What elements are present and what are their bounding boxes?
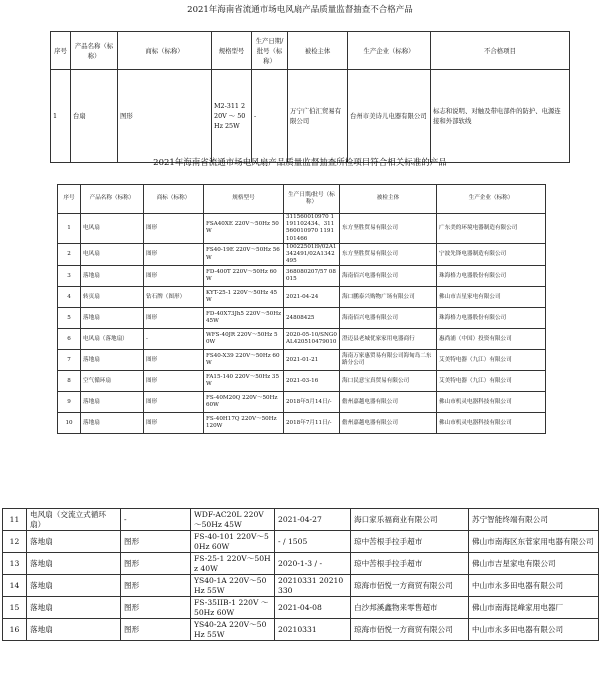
table-cell: 2 bbox=[58, 243, 81, 266]
table-cell: 琼海市佰悦一方商贸有限公司 bbox=[351, 619, 469, 641]
table-cell: 落地扇 bbox=[81, 350, 144, 371]
table-cell: 广东美的环境电器制造有限公司 bbox=[437, 214, 546, 244]
table-row bbox=[58, 392, 546, 413]
column-header: 商标（标称） bbox=[118, 32, 212, 70]
table-cell: 空气循环扇 bbox=[81, 371, 144, 392]
table-cell: FS40-X39 220V～50Hz 60W bbox=[204, 350, 284, 371]
table-cell: WDF-AC20L 220V～50Hz 45W bbox=[191, 509, 275, 531]
table-cell: 2021-04-24 bbox=[284, 287, 340, 308]
table-cell: FA15-140 220V～50Hz 35W bbox=[204, 371, 284, 392]
header-row bbox=[51, 32, 570, 70]
table-cell: 珠海格力电器股份有限公司 bbox=[437, 266, 546, 287]
qualified-table bbox=[57, 184, 546, 434]
table-cell: 13 bbox=[3, 553, 27, 575]
unqualified-table bbox=[50, 31, 570, 163]
table-cell: FS40-19E 220V～50Hz 56W bbox=[204, 243, 284, 266]
table-cell: 海口民意宝真贸易有限公司 bbox=[340, 371, 437, 392]
table-cell: 2021-04-27 bbox=[275, 509, 351, 531]
column-header: 生产企业（标称） bbox=[437, 185, 546, 214]
table-cell: 图形 bbox=[144, 214, 204, 244]
table-cell: 落地扇 bbox=[81, 413, 144, 434]
table-cell: 艾美特电器（九江）有限公司 bbox=[437, 350, 546, 371]
table-cell: 电风扇（落地扇） bbox=[81, 329, 144, 350]
table-cell: 3 bbox=[58, 266, 81, 287]
column-header: 序号 bbox=[51, 32, 71, 70]
table-row bbox=[58, 287, 546, 308]
table-row bbox=[58, 308, 546, 329]
table-row bbox=[3, 619, 599, 641]
table-cell: 9 bbox=[58, 392, 81, 413]
header-row bbox=[58, 185, 546, 214]
table-cell: 海口家乐福商业有限公司 bbox=[351, 509, 469, 531]
title-qualified: 2021年海南省流通市场电风扇产品质量监督抽查所检项目符合相关标准的产品 bbox=[153, 158, 447, 168]
table-cell: 落地扇 bbox=[27, 575, 121, 597]
table-cell: 2021-04-08 bbox=[275, 597, 351, 619]
table-row bbox=[58, 266, 546, 287]
table-cell: 台扇 bbox=[71, 70, 118, 163]
table-cell: 白沙邦溪鑫物来零售超市 bbox=[351, 597, 469, 619]
table-cell: 佛山市南海昆峰家用电器厂 bbox=[469, 597, 599, 619]
table-row bbox=[51, 70, 570, 163]
table-cell: 澄迈县老城优家家用电器商行 bbox=[340, 329, 437, 350]
table-cell: FSA40XE 220V～50Hz 50W bbox=[204, 214, 284, 244]
table-cell: 琼中苦根手拉手超市 bbox=[351, 553, 469, 575]
table-cell: 中山市永多田电器有限公司 bbox=[469, 619, 599, 641]
table-cell: 佛山市吉星家电有限公司 bbox=[437, 287, 546, 308]
table-cell: FS-40M20Q 220V～50Hz 60W bbox=[204, 392, 284, 413]
table-cell: 佛山市机灵电器科技有限公司 bbox=[437, 413, 546, 434]
table-cell: 5 bbox=[58, 308, 81, 329]
table-cell: 惠尚浦（中国）投资有限公司 bbox=[437, 329, 546, 350]
column-header: 不合格项目 bbox=[431, 32, 570, 70]
table-cell: 4 bbox=[58, 287, 81, 308]
table-row bbox=[3, 531, 599, 553]
table-cell: 图形 bbox=[121, 597, 191, 619]
table-cell: 东方坚胜贸易有限公司 bbox=[340, 243, 437, 266]
table-cell: 宁波先锋电器制造有限公司 bbox=[437, 243, 546, 266]
table-cell: 转页扇 bbox=[81, 287, 144, 308]
table-cell: 2020-1-3 / - bbox=[275, 553, 351, 575]
table-cell: 佛山市机灵电器科技有限公司 bbox=[437, 392, 546, 413]
table-cell: - bbox=[252, 70, 288, 163]
table-cell: 佛山市吉星家电有限公司 bbox=[469, 553, 599, 575]
column-header: 商标（标称） bbox=[144, 185, 204, 214]
table-cell: 11 bbox=[3, 509, 27, 531]
table-cell: 落地扇 bbox=[81, 266, 144, 287]
table-cell: 落地扇 bbox=[81, 392, 144, 413]
table-cell: 落地扇 bbox=[27, 553, 121, 575]
table-cell: 珠海格力电器股份有限公司 bbox=[437, 308, 546, 329]
table-cell: - bbox=[144, 329, 204, 350]
table-row bbox=[3, 509, 599, 531]
qualified-table-continued bbox=[2, 508, 599, 641]
column-header: 序号 bbox=[58, 185, 81, 214]
table-row bbox=[3, 575, 599, 597]
table-cell: 图形 bbox=[144, 243, 204, 266]
table-cell: 佛山市南海区东菅家用电器有限公司 bbox=[469, 531, 599, 553]
table-cell: 2021-01-21 bbox=[284, 350, 340, 371]
table-row bbox=[3, 553, 599, 575]
table-cell: 钻石牌（图形） bbox=[144, 287, 204, 308]
table-cell: 台州市美诗儿电器有限公司 bbox=[348, 70, 431, 163]
table-cell: 2018年5月14日/- bbox=[284, 392, 340, 413]
table-cell: 20210331 20210330 bbox=[275, 575, 351, 597]
table-cell: 琼中苦根手拉手超市 bbox=[351, 531, 469, 553]
table-cell: 东方坚胜贸易有限公司 bbox=[340, 214, 437, 244]
table-cell: 儋州嘉越电器有限公司 bbox=[340, 392, 437, 413]
table-cell: 10 bbox=[58, 413, 81, 434]
table-cell: - / 1505 bbox=[275, 531, 351, 553]
table-cell: 落地扇 bbox=[81, 308, 144, 329]
table-cell: 16 bbox=[3, 619, 27, 641]
title-unqualified: 2021年海南省流通市场电风扇产品质量监督抽查不合格产品 bbox=[187, 5, 413, 15]
table-cell: 标志和说明、对触及带电部件的防护、电源连接和外部软线 bbox=[431, 70, 570, 163]
column-header: 生产企业（标称） bbox=[348, 32, 431, 70]
table-cell: WFS-40JR 220V～50Hz 50W bbox=[204, 329, 284, 350]
table-cell: 24808425 bbox=[284, 308, 340, 329]
table-row bbox=[58, 350, 546, 371]
table-cell: FS-40H17Q 220V～50Hz 120W bbox=[204, 413, 284, 434]
table-row bbox=[58, 243, 546, 266]
column-header: 产品名称（标称） bbox=[71, 32, 118, 70]
table-cell: 落地扇 bbox=[27, 619, 121, 641]
table-cell: 儋州嘉越电器有限公司 bbox=[340, 413, 437, 434]
table-cell: 10022501l9/02A1342491/02A1342495 bbox=[284, 243, 340, 266]
table-cell: 海南佰兴电器有限公司 bbox=[340, 308, 437, 329]
table-cell: 14 bbox=[3, 575, 27, 597]
column-header: 生产日期/批号（标称） bbox=[284, 185, 340, 214]
table-cell: 311560010970 1191102434、311560010970 1191101466 bbox=[284, 214, 340, 244]
table-row bbox=[58, 329, 546, 350]
table-cell: 落地扇 bbox=[27, 597, 121, 619]
table-cell: 368080207/57 08015 bbox=[284, 266, 340, 287]
table-cell: 图形 bbox=[118, 70, 212, 163]
table-row bbox=[58, 371, 546, 392]
table-cell: 琼海市佰悦一方商贸有限公司 bbox=[351, 575, 469, 597]
table-cell: - bbox=[121, 509, 191, 531]
table-cell: FD-40X73Jh5 220V～50Hz 45W bbox=[204, 308, 284, 329]
column-header: 规格型号 bbox=[212, 32, 252, 70]
table-cell: 2018年7月11日/- bbox=[284, 413, 340, 434]
table-cell: 图形 bbox=[144, 392, 204, 413]
table-cell: 图形 bbox=[144, 413, 204, 434]
table-cell: 电风扇 bbox=[81, 243, 144, 266]
table-cell: 落地扇 bbox=[27, 531, 121, 553]
table-cell: 海口鹏泰兴购物广场有限公司 bbox=[340, 287, 437, 308]
table-cell: 图形 bbox=[121, 531, 191, 553]
table-cell: 图形 bbox=[144, 371, 204, 392]
table-cell: YS40-1A 220V～50Hz 55W bbox=[191, 575, 275, 597]
table-cell: 15 bbox=[3, 597, 27, 619]
table-cell: KYT-25-1 220V～50Hz 45W bbox=[204, 287, 284, 308]
table-cell: 7 bbox=[58, 350, 81, 371]
table-cell: FS-40-101 220V～50Hz 60W bbox=[191, 531, 275, 553]
table-cell: 电风扇 bbox=[81, 214, 144, 244]
table-cell: FS-25-1 220V～50Hz 40W bbox=[191, 553, 275, 575]
table-row bbox=[3, 597, 599, 619]
table-cell: FD-400T 220V～50Hz 60W bbox=[204, 266, 284, 287]
column-header: 生产日期/批号（标称） bbox=[252, 32, 288, 70]
table-cell: 20210331 bbox=[275, 619, 351, 641]
table-cell: 2020-05-10/SNG0AL420510479010 bbox=[284, 329, 340, 350]
table-cell: 艾美特电器（九江）有限公司 bbox=[437, 371, 546, 392]
table-cell: 1 bbox=[51, 70, 71, 163]
table-cell: 8 bbox=[58, 371, 81, 392]
column-header: 被检主体 bbox=[340, 185, 437, 214]
table-cell: 图形 bbox=[121, 553, 191, 575]
column-header: 产品名称（标称） bbox=[81, 185, 144, 214]
table-cell: 图形 bbox=[121, 575, 191, 597]
table-cell: YS40-2A 220V～50Hz 55W bbox=[191, 619, 275, 641]
table-cell: 6 bbox=[58, 329, 81, 350]
column-header: 被检主体 bbox=[288, 32, 348, 70]
table-row bbox=[58, 413, 546, 434]
table-cell: 图形 bbox=[121, 619, 191, 641]
table-cell: 1 bbox=[58, 214, 81, 244]
table-cell: 12 bbox=[3, 531, 27, 553]
table-cell: 苏宁智能终端有限公司 bbox=[469, 509, 599, 531]
table-cell: 中山市永多田电器有限公司 bbox=[469, 575, 599, 597]
table-row bbox=[58, 214, 546, 244]
column-header: 规格型号 bbox=[204, 185, 284, 214]
table-cell: 万宁广伯汇贸易有限公司 bbox=[288, 70, 348, 163]
table-cell: 海南万家惠贸易有限公司海甸岛二东路分公司 bbox=[340, 350, 437, 371]
table-cell: 图形 bbox=[144, 266, 204, 287]
table-cell: 图形 bbox=[144, 350, 204, 371]
table-cell: 电风扇（交流立式循环扇） bbox=[27, 509, 121, 531]
table-cell: 图形 bbox=[144, 308, 204, 329]
table-cell: 2021-03-16 bbox=[284, 371, 340, 392]
table-cell: 海南佰兴电器有限公司 bbox=[340, 266, 437, 287]
table-cell: M2-311 220V ～ 50Hz 25W bbox=[212, 70, 252, 163]
table-cell: FS-35IIB-1 220V ～ 50Hz 60W bbox=[191, 597, 275, 619]
